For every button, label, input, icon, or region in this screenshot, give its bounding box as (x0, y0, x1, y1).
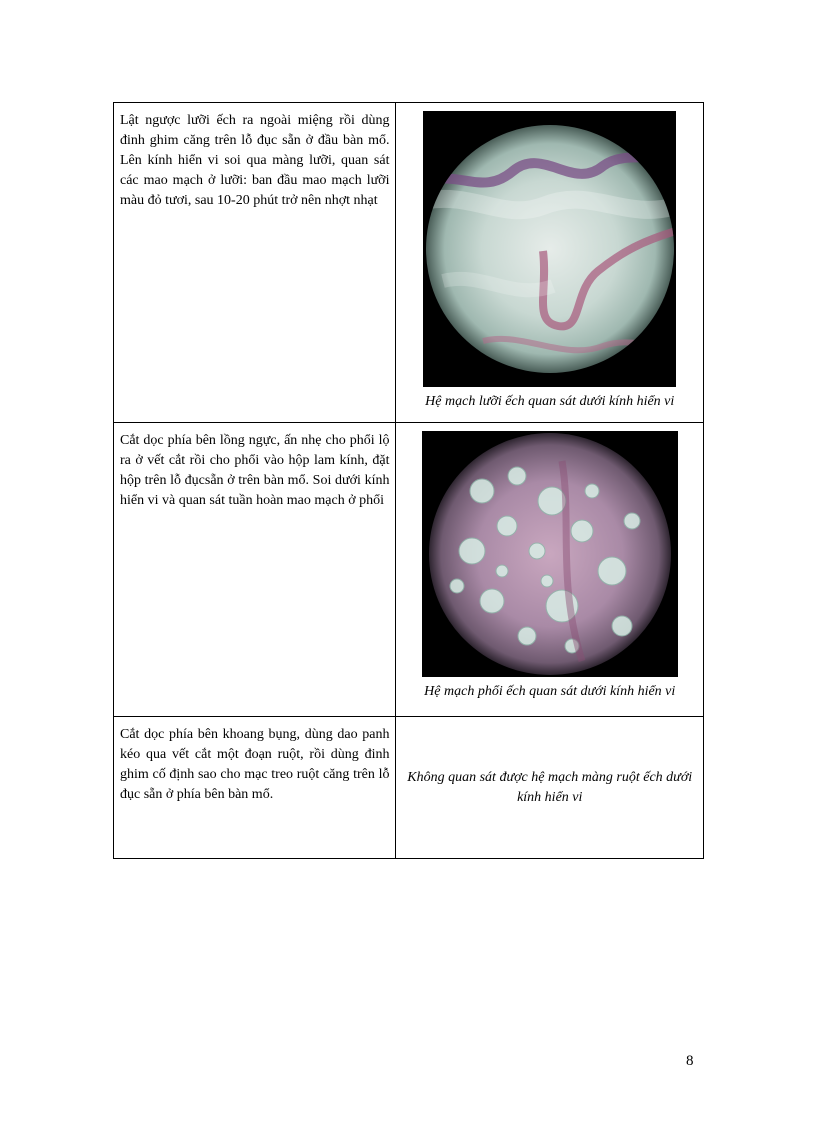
image-cell (396, 103, 704, 423)
procedure-text: Cắt dọc phía bên lồng ngực, ấn nhẹ cho phổi lộ ra ở vết cắt rồi cho phổi vào hộp lam kính, đặt hộp trên lỗ đụcsẵn ở trên bàn mổ. Soi dưới kính hiển vi và quan sát tuần hoàn mao mạch ở phổi (120, 433, 390, 508)
observation-note: Không quan sát được hệ mạch màng ruột ếch dưới kính hiển vi (407, 769, 693, 805)
procedure-cell (114, 717, 396, 859)
observation-note-cell (396, 717, 704, 859)
table-row (114, 423, 704, 717)
procedure-cell (114, 103, 396, 423)
procedure-text: Cắt dọc phía bên khoang bụng, dùng dao panh kéo qua vết cắt một đoạn ruột, rồi dùng đinh ghim cố định sao cho mạc treo ruột căng trên lỗ đục sẵn ở phía bên bàn mổ. (120, 727, 390, 802)
tongue-micrograph (423, 111, 676, 387)
image-caption: Hệ mạch phổi ếch quan sát dưới kính hiển vi (424, 684, 676, 699)
table-row (114, 717, 704, 859)
procedure-text: Lật ngược lưỡi ếch ra ngoài miệng rồi dùng đinh ghim căng trên lỗ đục sẵn ở đầu bàn mổ. Lên kính hiển vi soi qua màng lưỡi, quan sát các mao mạch ở lưỡi: ban đầu mao mạch lưỡi màu đỏ tươi, sau 10-20 phút trở nên nhợt nhạt (120, 113, 390, 208)
image-cell (396, 423, 704, 717)
procedure-cell (114, 423, 396, 717)
image-caption: Hệ mạch lưỡi ếch quan sát dưới kính hiển vi (425, 394, 675, 409)
table-row (114, 103, 704, 423)
page-number: 8 (686, 1053, 694, 1069)
observation-table (113, 102, 704, 859)
lung-micrograph (422, 431, 678, 677)
